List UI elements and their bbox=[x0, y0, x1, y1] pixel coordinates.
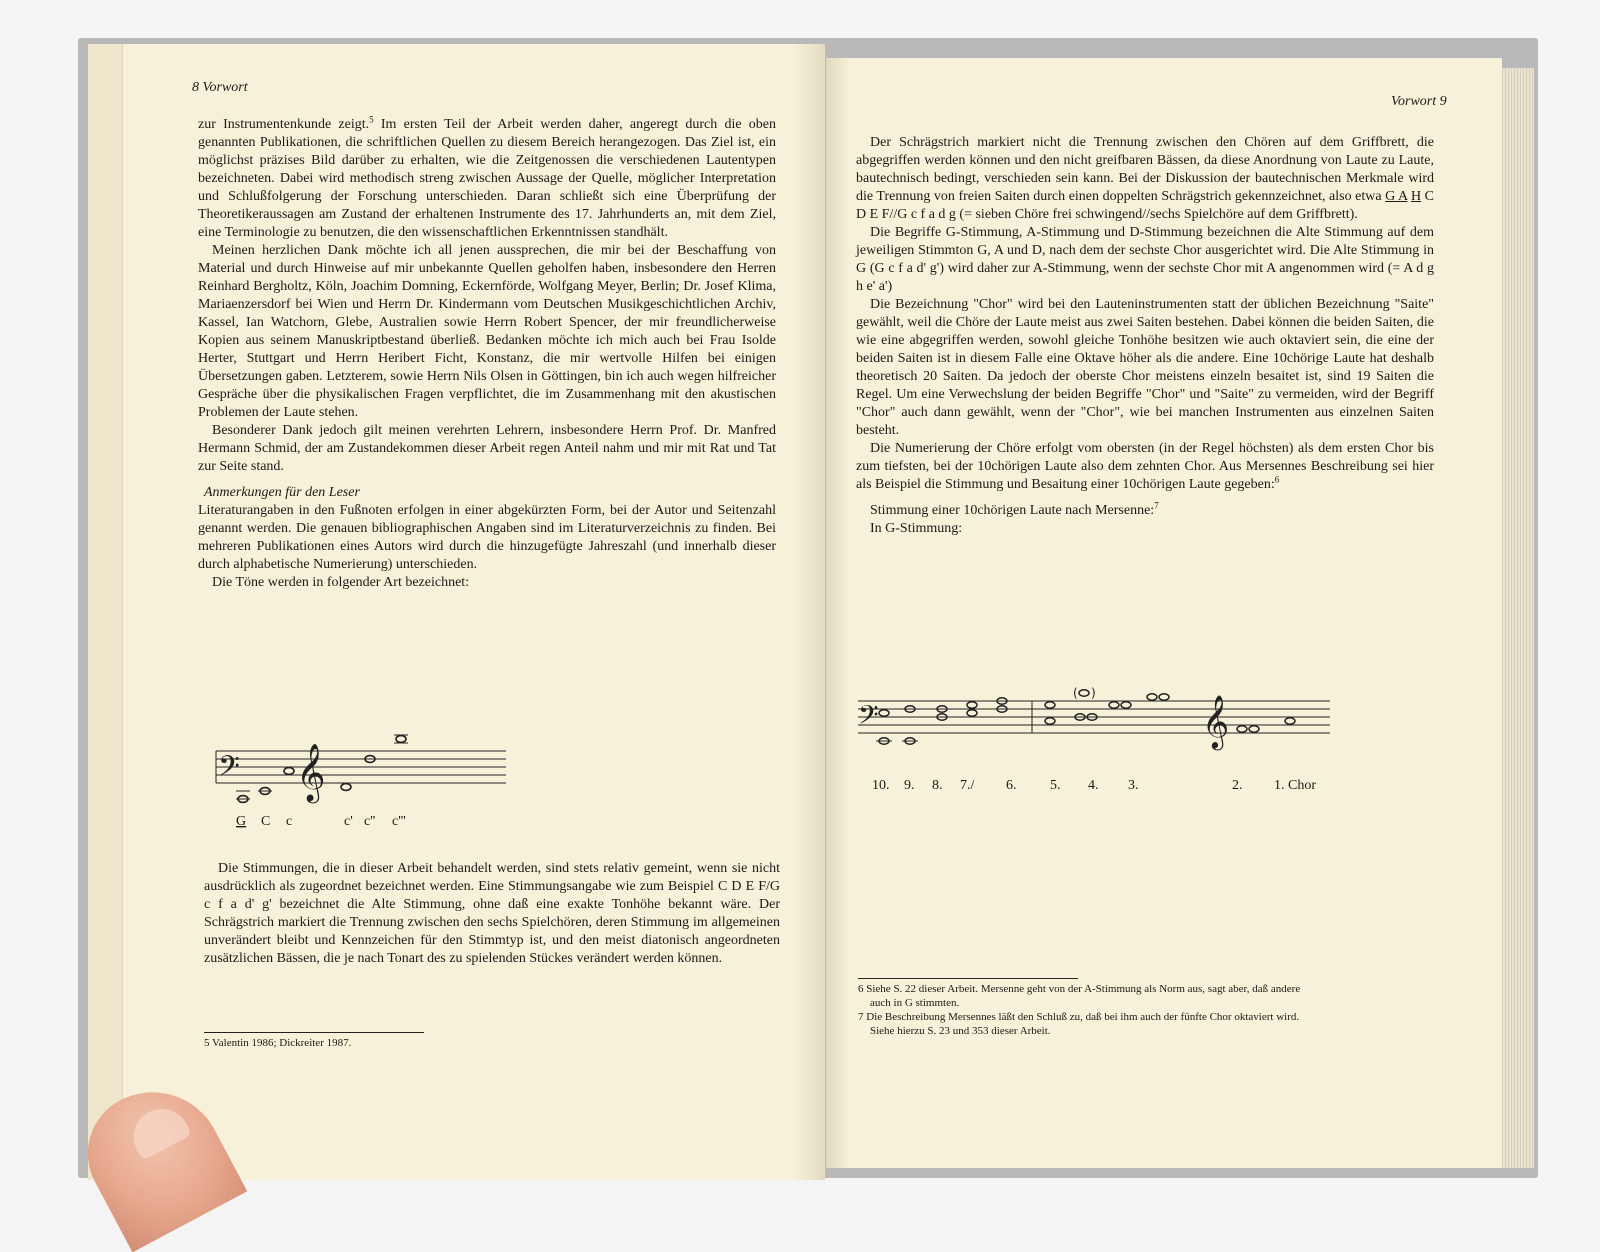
left-page-body-2 bbox=[204, 860, 780, 968]
note-label: G bbox=[236, 814, 247, 829]
svg-text:𝄢: 𝄢 bbox=[218, 750, 240, 790]
course-label: 6. bbox=[1006, 778, 1017, 793]
footnote: Siehe hierzu S. 23 und 353 dieser Arbeit. bbox=[870, 1025, 1051, 1037]
note-label: c'' bbox=[364, 814, 376, 829]
paragraph: Die Stimmungen, die in dieser Arbeit behandelt werden, sind stets relativ gemeint, wenn sie nicht ausdrücklich als zugeordnet bezeichnet werden. Eine Stimmungsangabe wie zum Beispiel C D E F/G c f a d' g' bezeichnet die Alte Stimmung, ohne daß eine exakte Tonhöhe bekannt wäre. Der Schrägstrich markiert die Trennung zwischen den sechs Spielchören, deren Stimmung im allgemeinen unverändert bleibt und Kennzeichen für den Stimmtyp ist, und den meist diatonisch angeordneten zusätzlichen Bässen, die je nach Tonart des zu spielenden Stückes verändert werden können. bbox=[204, 861, 780, 966]
lute-tuning-staff bbox=[852, 683, 1352, 763]
note-label: C bbox=[261, 814, 271, 829]
svg-text:𝄞: 𝄞 bbox=[1202, 694, 1230, 748]
section-title: Anmerkungen für den Leser bbox=[204, 485, 360, 500]
course-label: 5. bbox=[1050, 778, 1061, 793]
footnote: auch in G stimmten. bbox=[870, 997, 960, 1009]
note-name-staff bbox=[206, 729, 825, 849]
paragraph: Die Numerierung der Chöre erfolgt vom obersten (in der Regel höchsten) als dem ersten Chor bis zum tiefsten, bei der 10chörigen Laute also dem zehnten Chor. Aus Mersennes Beschreibung sei hier als Beispiel die Stimmung und Besaitung einer 10chörigen Laute gegeben:$^6$ bbox=[856, 441, 1434, 492]
paragraph: Die Bezeichnung "Chor" wird bei den Lauteninstrumenten statt der üblichen Bezeichnung "Saite" gewählt, weil die Chöre der Laute meist aus zwei Saiten bestehen. Dabei können die beiden Saiten, die wie eine abgegriffen werden, sowohl gleiche Tonhöhe besitzen wie auch oktaviert sein, die eine der beiden Saiten ist in diesem Falle eine Oktave höher als die andere. Eine 10chörige Laute hat deshalb theoretisch 20 Saiten. Da jedoch der oberste Chor meistens einzeln besaitet ist, sind 19 Saiten die Regel. Um eine Verwechslung der beiden Begriffe "Chor" und "Saite" zu vermeiden, wird der Begriff "Chor" auch dann gewählt, wenn der "Chor", wie bei manchen Instrumenten aus einzelnen Saiten besteht. bbox=[856, 297, 1434, 438]
note-label: c''' bbox=[392, 814, 406, 829]
footnote: 6 Siehe S. 22 dieser Arbeit. Mersenne geht von der A-Stimmung als Norm aus, sagt aber, daß andere bbox=[858, 983, 1301, 995]
right-page-body bbox=[856, 134, 1434, 538]
left-footnotes bbox=[204, 1032, 504, 1050]
left-page bbox=[88, 44, 825, 1180]
paragraph: Der Schrägstrich markiert nicht die Trennung zwischen den Chören auf dem Griffbrett, die abgegriffen werden können und den nicht greifbaren Bässen, da diese Anordnung von Laute zu Laute, bautechnisch bedingt, verschieden sein kann. Bei der Diskussion der bautechnischen Merkmale wird die Trennung von freien Saiten durch einen doppelten Schrägstrich gekennzeichnet, also etwa G A H C D E F//G c f a d g (= sieben Chöre frei schwingend//sechs Spielchöre auf dem Griffbrett). bbox=[856, 135, 1435, 222]
paragraph: zur Instrumentenkunde zeigt.$^5$ Im ersten Teil der Arbeit werden daher, angeregt durch die oben genannten Publikationen, die schriftlichen Quellen zu diesem Bereich herangezogen. Das Ziel ist, ein möglichst präzises Bild darüber zu erhalten, wie die Zeitgenossen die verschiedenen Lautentypen bezeichneten. Dabei wird methodisch streng zwischen Aussage der Quelle, möglicher Interpretation und Schlußfolgerung der Forschung unterschieden. Daran schließt sich eine Überprüfung der Theoretikeraussagen am Zustand der erhaltenen Instrumente des 17. Jahrhunderts an, mit dem Ziel, eine Terminologie zu benutzen, die den wissenschaftlichen Erkenntnissen standhält. bbox=[198, 114, 776, 240]
svg-text:(: ( bbox=[1073, 686, 1078, 700]
note-label: c' bbox=[344, 814, 353, 829]
paragraph: Die Begriffe G-Stimmung, A-Stimmung und D-Stimmung bezeichnen die Alte Stimmung auf dem jeweiligen Stimmton G, A und D, nach dem der sechste Chor ausgerichtet wird. Die Alte Stimmung in G (G c f a d' g') wird daher zur A-Stimmung, wenn der sechste Chor mit A angenommen wird (= A d g h e' a') bbox=[856, 225, 1434, 294]
course-label: 7./ bbox=[960, 778, 975, 793]
paragraph: Die Töne werden in folgender Art bezeichnet: bbox=[212, 575, 470, 590]
course-label: 10. bbox=[872, 778, 890, 793]
course-label: 2. bbox=[1232, 778, 1243, 793]
svg-text:𝄢: 𝄢 bbox=[858, 699, 879, 737]
paragraph: Besonderer Dank jedoch gilt meinen verehrten Lehrern, insbesondere Herrn Prof. Dr. Manfred Hermann Schmid, der am Zustandekommen dieser Arbeit regen Anteil nahm und mir mit Rat und Tat zur Seite stand. bbox=[198, 423, 776, 474]
svg-text:): ) bbox=[1091, 686, 1096, 700]
footnote: 7 Die Beschreibung Mersennes läßt den Schluß zu, daß bei ihm auch der fünfte Chor oktaviert wird. bbox=[858, 1011, 1300, 1023]
left-page-body bbox=[198, 116, 776, 592]
right-page-header: Vorwort 9 bbox=[1391, 94, 1447, 109]
paragraph: In G-Stimmung: bbox=[870, 521, 963, 536]
right-page bbox=[826, 58, 1502, 1168]
course-label: 8. bbox=[932, 778, 943, 793]
course-label: 1. Chor bbox=[1274, 778, 1316, 793]
paragraph: Stimmung einer 10chörigen Laute nach Mersenne:$^7$ bbox=[870, 500, 1159, 518]
course-number-row bbox=[872, 778, 1432, 798]
course-label: 3. bbox=[1128, 778, 1139, 793]
course-label: 9. bbox=[904, 778, 915, 793]
course-label: 4. bbox=[1088, 778, 1099, 793]
left-page-header: 8 Vorwort bbox=[192, 80, 248, 95]
svg-text:𝄞: 𝄞 bbox=[296, 743, 326, 801]
binding-strip bbox=[88, 44, 123, 1180]
page-edges bbox=[1500, 68, 1534, 1168]
paragraph: Literaturangaben in den Fußnoten erfolgen in einer abgekürzten Form, bei der Autor und Seitenzahl genannt werden. Die genauen bibliographischen Angaben sind im Literaturverzeichnis zu finden. Bei mehreren Publikationen eines Autors wird durch die hinzugefügte Jahreszahl (und innerhalb dieser durch alphabetische Numerierung) unterschieden. bbox=[198, 503, 776, 572]
paragraph: Meinen herzlichen Dank möchte ich all jenen aussprechen, die mir bei der Beschaffung von Material und durch Hinweise auf mir unbekannte Quellen geholfen haben, insbesondere den Herren Reinhard Bergholtz, Köln, Joachim Domning, Eckernförde, Wolfgang Meyer, Berlin; Dr. Josef Klima, Mariaenzersdorf bei Wien und Herrn Dr. Kindermann vom Deutschen Musikgeschichtlichen Archiv, Kassel, Ian Watchorn, Glebe, Australien sowie Herrn Robert Spencer, der mir freundlicherweise Kopien aus seinem Manuskriptbestand überließ. Bedanken möchte ich mich auch bei Frau Isolde Herter, Stuttgart und Herrn Heribert Ficht, Konstanz, die mir wertvolle Hilfen bei einigen Übersetzungen gaben. Letzterem, sowie Herrn Nils Olsen in Göttingen, bin ich auch wegen hilfreicher Gespräche über die physikalischen Fragen verpflichtet, die im Zusammenhang mit den akustischen Problemen der Laute stehen. bbox=[198, 243, 776, 420]
note-label: c bbox=[286, 814, 293, 829]
footnote: 5 Valentin 1986; Dickreiter 1987. bbox=[204, 1037, 352, 1049]
right-footnotes bbox=[858, 978, 1438, 1038]
